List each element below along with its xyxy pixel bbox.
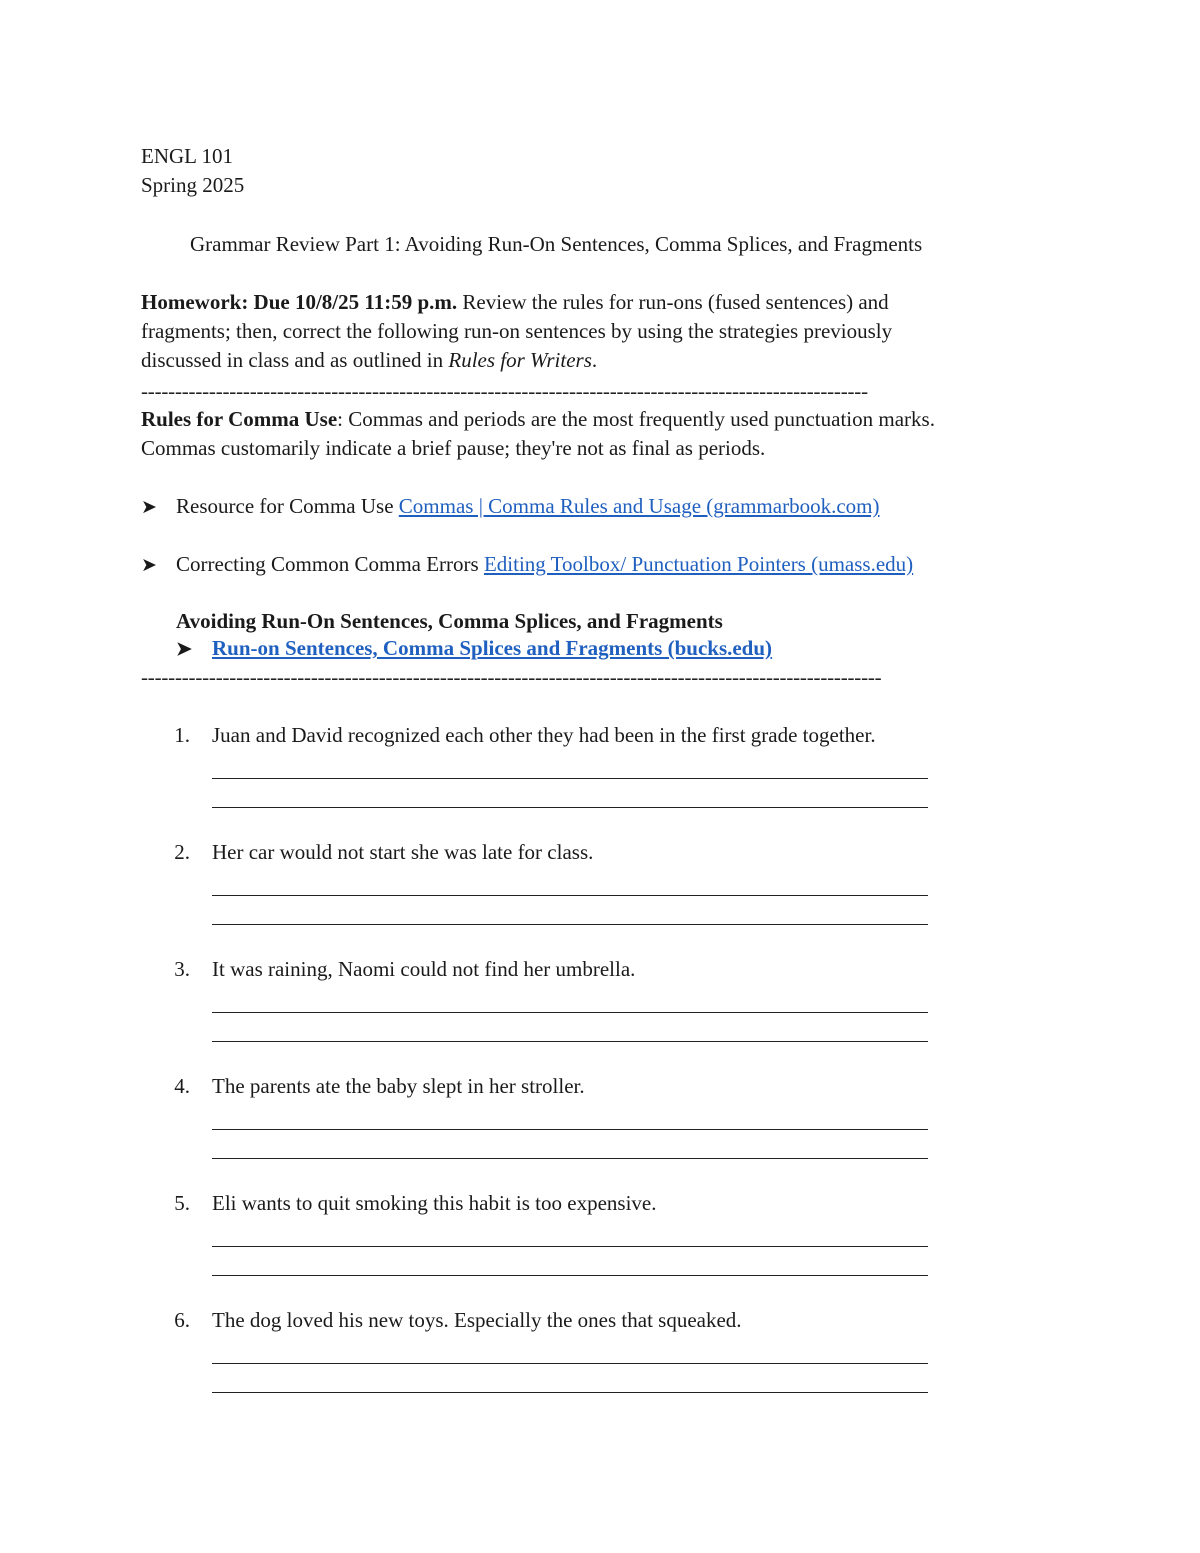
answer-line[interactable] bbox=[212, 1363, 928, 1364]
bucks-link[interactable]: Run-on Sentences, Comma Splices and Fragments (bucks.edu) bbox=[212, 636, 773, 660]
question-number: 6. bbox=[174, 1308, 190, 1332]
answer-line[interactable] bbox=[212, 895, 928, 896]
divider: ------------------------------------------------------------------------------------------------------------- bbox=[141, 665, 882, 689]
homework-line-2: fragments; then, correct the following run-on sentences by using the strategies previously bbox=[141, 319, 893, 343]
subsection-link-item bbox=[176, 634, 772, 664]
resource-item bbox=[141, 492, 879, 522]
arrow-bullet-icon: ➤ bbox=[141, 555, 157, 576]
book-title: Rules for Writers bbox=[448, 348, 592, 372]
question-text: The parents ate the baby slept in her stroller. bbox=[212, 1074, 585, 1098]
answer-line[interactable] bbox=[212, 1041, 928, 1042]
answer-line[interactable] bbox=[212, 1246, 928, 1247]
answer-line[interactable] bbox=[212, 1129, 928, 1130]
question-text: Her car would not start she was late for class. bbox=[212, 840, 594, 864]
comma-rules-line-1 bbox=[141, 405, 935, 434]
resource-item bbox=[141, 550, 913, 580]
comma-rules-line-2: Commas customarily indicate a brief pause; they're not as final as periods. bbox=[141, 436, 766, 460]
homework-line-1 bbox=[141, 288, 889, 317]
divider: ----------------------------------------------------------------------------------------------------------- bbox=[141, 379, 868, 403]
answer-line[interactable] bbox=[212, 778, 928, 779]
arrow-bullet-icon: ➤ bbox=[176, 639, 192, 660]
answer-line[interactable] bbox=[212, 1275, 928, 1276]
answer-line[interactable] bbox=[212, 1158, 928, 1159]
question-number: 1. bbox=[174, 723, 190, 747]
question-text: It was raining, Naomi could not find her umbrella. bbox=[212, 957, 636, 981]
answer-line[interactable] bbox=[212, 1012, 928, 1013]
resource-label: Correcting Common Comma Errors bbox=[176, 552, 484, 576]
resource-label: Resource for Comma Use bbox=[176, 494, 399, 518]
homework-period: . bbox=[591, 348, 598, 372]
question-text: Eli wants to quit smoking this habit is too expensive. bbox=[212, 1191, 657, 1215]
homework-text-1: Review the rules for run-ons (fused sentences) and bbox=[457, 290, 889, 314]
subsection-heading: Avoiding Run-On Sentences, Comma Splices, and Fragments bbox=[176, 609, 723, 633]
answer-line[interactable] bbox=[212, 924, 928, 925]
answer-line[interactable] bbox=[212, 1392, 928, 1393]
homework-label: Homework: Due 10/8/25 11:59 p.m. bbox=[141, 290, 458, 314]
answer-line[interactable] bbox=[212, 807, 928, 808]
question-number: 5. bbox=[174, 1191, 190, 1215]
question-number: 3. bbox=[174, 957, 190, 981]
homework-line-3 bbox=[141, 346, 597, 375]
question-text: Juan and David recognized each other they had been in the first grade together. bbox=[212, 723, 876, 747]
grammarbook-link[interactable]: Commas | Comma Rules and Usage (grammarbook.com) bbox=[398, 494, 880, 518]
question-text: The dog loved his new toys. Especially the ones that squeaked. bbox=[212, 1308, 742, 1332]
course-name: ENGL 101 bbox=[141, 144, 233, 168]
comma-rules-text-1: : Commas and periods are the most frequently used punctuation marks. bbox=[337, 407, 935, 431]
question-number: 4. bbox=[174, 1074, 190, 1098]
question-number: 2. bbox=[174, 840, 190, 864]
umass-link[interactable]: Editing Toolbox/ Punctuation Pointers (umass.edu) bbox=[483, 552, 914, 576]
term: Spring 2025 bbox=[141, 173, 245, 197]
homework-text-3: discussed in class and as outlined in bbox=[141, 348, 449, 372]
arrow-bullet-icon: ➤ bbox=[141, 497, 157, 518]
page-title: Grammar Review Part 1: Avoiding Run-On Sentences, Comma Splices, and Fragments bbox=[190, 232, 923, 256]
comma-rules-label: Rules for Comma Use bbox=[141, 407, 338, 431]
